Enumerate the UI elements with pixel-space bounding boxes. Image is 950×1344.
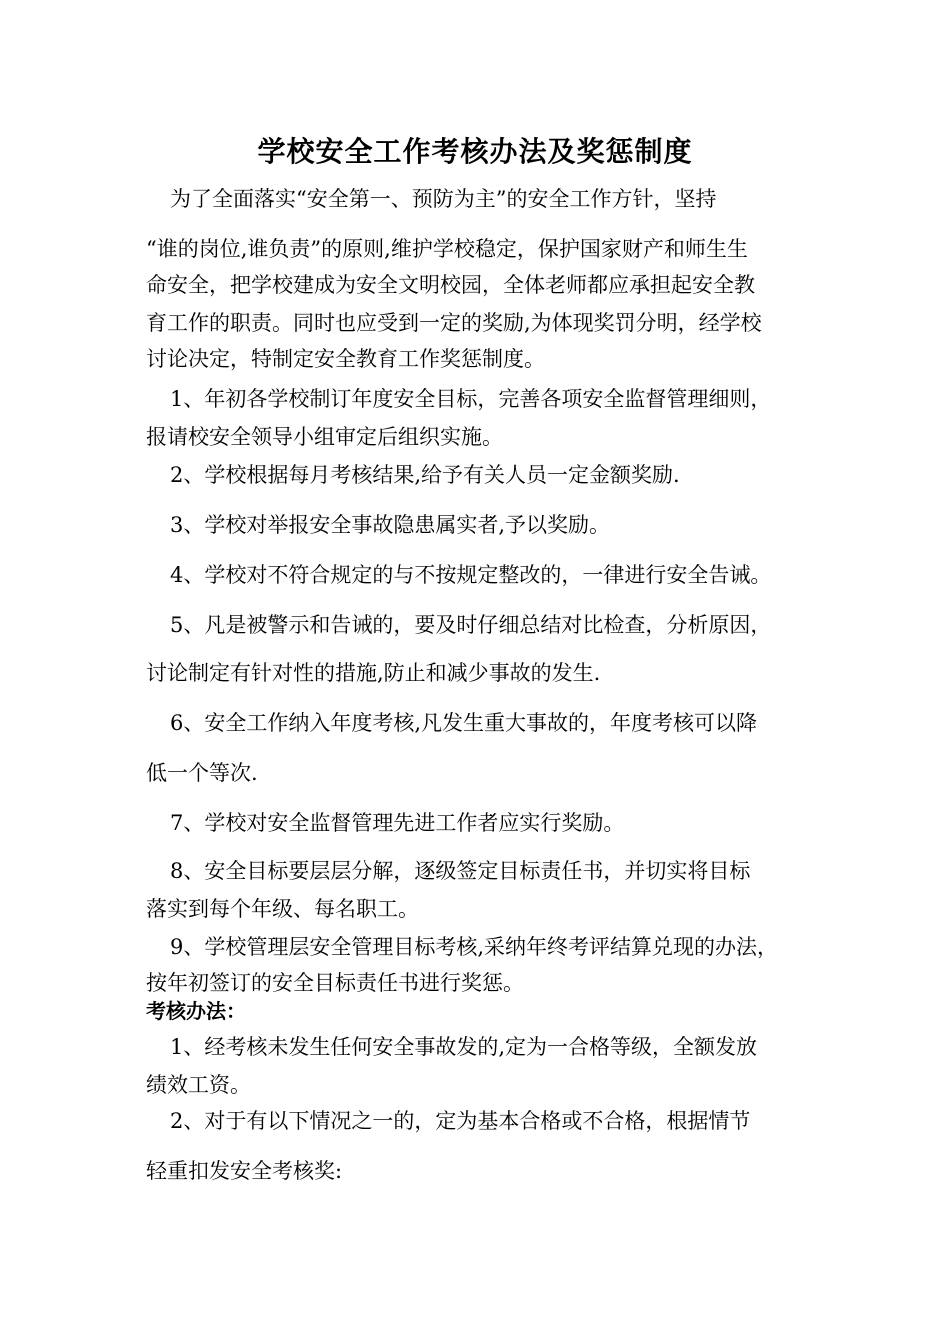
list-item: 1、经考核未发生任何安全事故发的,定为一合格等级，全额发放: [170, 1035, 758, 1059]
list-item: 5、凡是被警示和告诫的，要及时仔细总结对比检查，分析原因，: [170, 613, 772, 637]
paragraph-line: “谁的岗位,谁负责”的原则,维护学校稳定，保护国家财产和师生生: [146, 237, 748, 261]
paragraph-line: 讨论决定，特制定安全教育工作奖惩制度。: [146, 347, 545, 371]
section-heading: 考核办法：: [146, 999, 246, 1023]
list-item-continuation: 绩效工资。: [146, 1073, 251, 1097]
paragraph-line: 育工作的职责。同时也应受到一定的奖励,为体现奖罚分明，经学校: [146, 311, 762, 335]
list-item: 6、安全工作纳入年度考核,凡发生重大事故的，年度考核可以降: [170, 711, 758, 735]
list-item: 1、年初各学校制订年度安全目标，完善各项安全监督管理细则，: [170, 387, 772, 411]
list-item-continuation: 讨论制定有针对性的措施,防止和减少事故的发生.: [146, 661, 601, 685]
list-item: 8、安全目标要层层分解，逐级签定目标责任书，并切实将目标: [170, 859, 751, 883]
page-title: 学校安全工作考核办法及奖惩制度: [257, 135, 693, 168]
list-item-continuation: 报请校安全领导小组审定后组织实施。: [146, 425, 503, 449]
list-item-continuation: 低一个等次.: [146, 761, 258, 785]
paragraph-line: 为了全面落实“安全第一、预防为主”的安全工作方针，坚持: [170, 187, 717, 211]
list-item-continuation: 按年初签订的安全目标责任书进行奖惩。: [146, 971, 524, 995]
list-item-continuation: 落实到每个年级、每名职工。: [146, 897, 419, 921]
list-item: 7、学校对安全监督管理先进工作者应实行奖励。: [170, 811, 625, 835]
list-item: 2、对于有以下情况之一的，定为基本合格或不合格，根据情节: [170, 1109, 751, 1133]
paragraph-line: 命安全，把学校建成为安全文明校园，全体老师都应承担起安全教: [146, 273, 755, 297]
list-item: 3、学校对举报安全事故隐患属实者,予以奖励。: [170, 513, 611, 537]
list-item: 4、学校对不符合规定的与不按规定整改的，一律进行安全告诫。: [170, 563, 772, 587]
list-item: 9、学校管理层安全管理目标考核,采纳年终考评结算兑现的办法，: [170, 935, 779, 959]
list-item: 2、学校根据每月考核结果,给予有关人员一定金额奖励.: [170, 463, 680, 487]
list-item-continuation: 轻重扣发安全考核奖:: [146, 1159, 343, 1183]
